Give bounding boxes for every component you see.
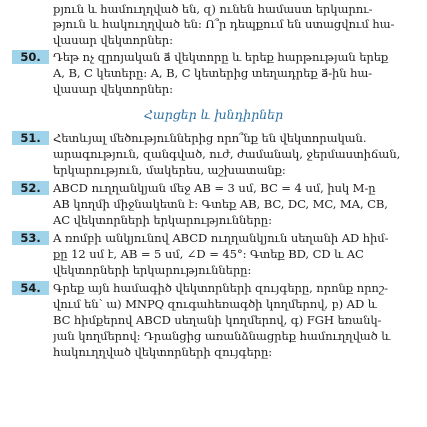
text-line: արագություն, զանգված, ուժ, ժամանակ, ջերմաստիճան, [53,147,401,161]
text-line: A ռոմբի անկյունով ABCD ուղղանկյուն սեղանի AD հիմ- [53,231,389,245]
text-line: Դեթ ոչ զրոյական a⃗ վեկտորը և երեք հարթության երեք [53,50,389,64]
section-title: Հարցեր և խնդիրներ [143,107,284,122]
text-line: երկարություն, մակերես, աշխատանք: [53,163,286,177]
text-line: A, B, C կետերը: A, B, C կետերից տեղադրեք a⃗-ին հա- [53,66,373,80]
problem-number: 52. [12,181,49,195]
problem-number: 50. [12,50,49,64]
text-line: ABCD ուղղանկյան մեջ AB = 3 սմ, BC = 4 սմ, իսկ M-ը [53,181,376,195]
text-line: վեկտորների երկարությունները: [53,263,252,277]
text-line: Գրեք այն համագիծ վեկտորների զույգերը, որոնք որոշ- [53,281,388,295]
problem-number: 54. [12,281,49,295]
text-line: քը 12 սմ է, AB = 5 սմ, ∠D = 45°: Գտեք BD, CD և AC [53,247,364,261]
text-line: հակուղղված վեկտորների զույգերը: [53,345,273,359]
text-line: վասար վեկտորներ: [53,33,173,47]
problem-number: 51. [12,131,49,145]
text-line: յան կողմերով: Դրանցից առանձնացրեք համուղղված և [53,329,391,343]
text-line: թյուն և հակուղղված են: Ո՞ր դեպքում են ստացվում հա- [53,17,395,31]
text-line: AC վեկտորների երկարությունները: [53,213,272,227]
text-line: BC հիմքերով ABCD սեղանի կողմերով, գ) FGH եռանկ- [53,313,382,327]
problem-number: 53. [12,231,49,245]
text-line: AB կողմի միջնակետն է: Գտեք AB, BC, DC, MC, MA, CB, [53,197,388,211]
text-line: վում են՝ ա) MNPQ զուգահեռագծի կողմերով, բ) AD և [53,297,377,311]
text-line: վասար վեկտորներ: [53,82,173,96]
text-line: pյուն և համուղղված են, զ) ունեն համաստ երկարու- [53,2,373,16]
text-line: Հետևյալ մեծություններից որո՞նք են վեկտորական. [53,131,367,145]
